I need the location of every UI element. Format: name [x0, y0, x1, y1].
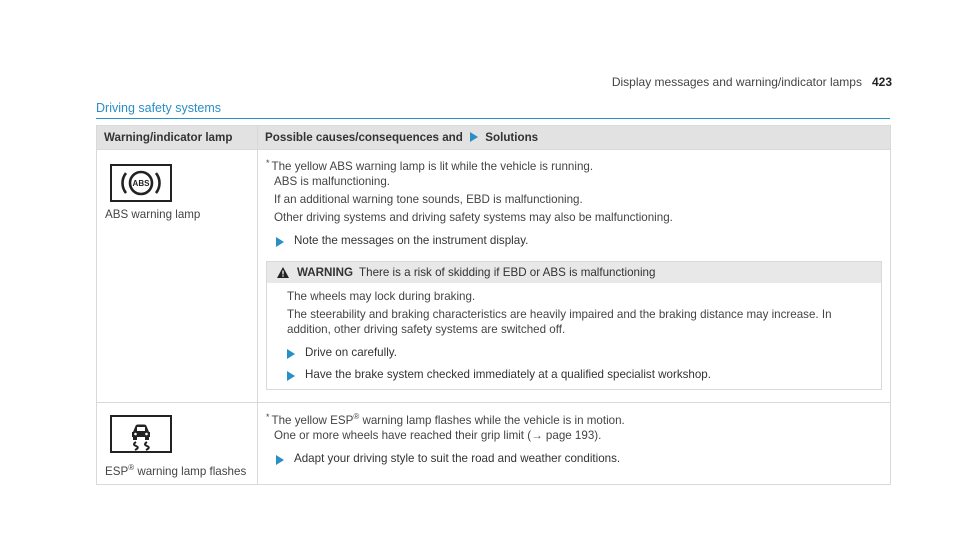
warning-box [266, 261, 882, 390]
warning-title: WARNING [297, 266, 354, 279]
skidding-car-icon [112, 417, 170, 451]
page-number: 423 [871, 75, 892, 89]
solutions-arrow-icon [470, 132, 478, 142]
table-row-esp [97, 403, 891, 485]
table-header-row [97, 126, 891, 150]
cause-line-1-post: warning lamp flashes while the vehicle is in motion. [359, 414, 625, 427]
warning-body [267, 283, 881, 389]
step-text: Adapt your driving style to suit the road and weather conditions. [294, 452, 621, 465]
causes-cell-esp [258, 403, 891, 485]
title-rule [96, 118, 890, 119]
section-title: Driving safety systems [96, 101, 222, 115]
table-row-abs [97, 150, 891, 403]
lamp-label-abs: ABS warning lamp [105, 208, 201, 221]
abs-icon-text: ABS [132, 179, 150, 188]
cause-text [266, 156, 882, 189]
footnote-star: * [266, 412, 270, 422]
step-arrow-icon [276, 237, 284, 247]
causes-label: Possible causes/consequences and [265, 131, 463, 144]
registered-mark: ® [128, 463, 135, 472]
step-text: Drive on carefully. [305, 346, 397, 359]
warning-step-2 [287, 368, 861, 381]
lamp-label-esp [105, 463, 249, 478]
column-header-lamp: Warning/indicator lamp [97, 126, 258, 150]
cause-line-1b: ABS is malfunctioning. [274, 175, 390, 188]
esp-warning-lamp-icon [110, 415, 172, 453]
column-header-causes [258, 126, 891, 150]
cause-line-2: If an additional warning tone sounds, EBD is malfunctioning. [274, 193, 583, 206]
action-step [266, 234, 882, 247]
running-header [612, 75, 892, 89]
warning-triangle-icon [277, 267, 289, 278]
cause-line-1b: One or more wheels have reached their grip limit (→ page 193). [274, 429, 602, 442]
warning-lamp-table [96, 125, 891, 485]
abs-symbol-icon [112, 166, 170, 200]
action-step [266, 452, 882, 465]
running-header-title: Display messages and warning/indicator lamps [611, 75, 862, 89]
lamp-label-esp-pre: ESP [105, 465, 129, 478]
warning-step-1 [287, 346, 861, 359]
footnote-star: * [266, 158, 270, 168]
step-arrow-icon [276, 455, 284, 465]
warning-text-2: The steerability and braking characteristics are heavily impaired and the braking distance may increase. In addition, other driving safety systems are switched off. [287, 308, 832, 336]
step-text: Note the messages on the instrument display. [294, 234, 529, 247]
causes-cell-abs [258, 150, 891, 403]
lamp-cell-esp [97, 403, 258, 485]
warning-header [267, 262, 881, 283]
lamp-cell-abs [97, 150, 258, 403]
abs-warning-lamp-icon [110, 164, 172, 202]
warning-text-1: The wheels may lock during braking. [287, 290, 476, 303]
cause-text [266, 409, 882, 443]
solutions-label: Solutions [485, 131, 539, 144]
lamp-label-esp-post: warning lamp flashes [134, 465, 247, 478]
cause-line-1: The yellow ABS warning lamp is lit while the vehicle is running. [271, 160, 594, 173]
cause-line-3: Other driving systems and driving safety systems may also be malfunctioning. [274, 211, 673, 224]
warning-summary: There is a risk of skidding if EBD or ABS is malfunctioning [359, 266, 656, 279]
step-arrow-icon [287, 349, 295, 359]
step-arrow-icon [287, 371, 295, 381]
cause-line-1-pre: The yellow ESP [271, 414, 354, 427]
registered-mark: ® [353, 412, 360, 421]
step-text: Have the brake system checked immediately at a qualified specialist workshop. [305, 368, 711, 381]
